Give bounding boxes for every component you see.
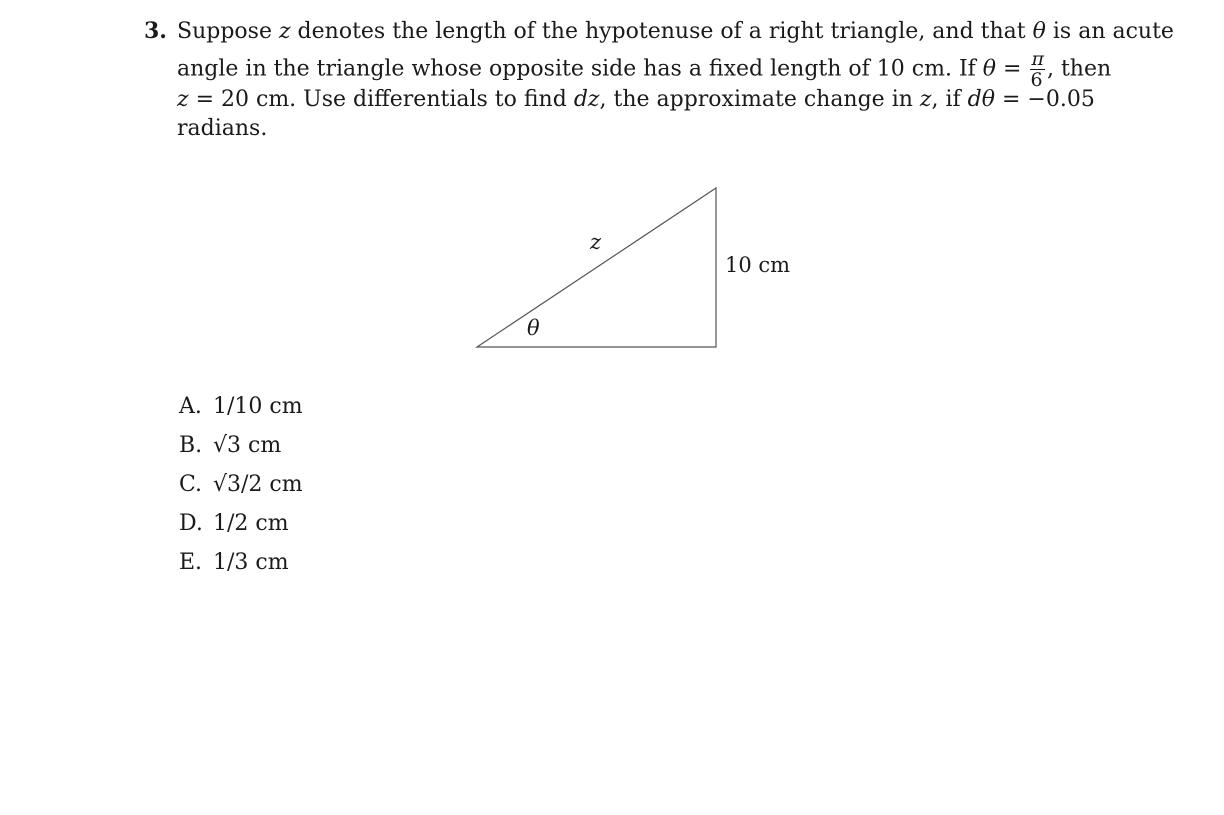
choice-letter: B. bbox=[179, 433, 203, 458]
text: , then bbox=[1046, 56, 1112, 82]
question-number: 3. bbox=[144, 18, 167, 44]
var-theta: θ bbox=[982, 56, 997, 82]
triangle-shape bbox=[477, 188, 716, 347]
question-text-line-1 bbox=[177, 18, 1174, 46]
choice-text: 1/2 cm bbox=[213, 511, 289, 536]
fraction-pi-over-6 bbox=[1030, 50, 1045, 89]
equals: = bbox=[996, 56, 1029, 82]
right-triangle-figure bbox=[470, 180, 800, 360]
question-text-line-4: radians. bbox=[177, 116, 268, 141]
var-z: z bbox=[278, 19, 291, 44]
choice-a[interactable] bbox=[179, 393, 303, 432]
choice-letter: D. bbox=[179, 511, 203, 536]
var-dz: dz bbox=[573, 87, 600, 112]
text: Suppose bbox=[177, 19, 279, 44]
text: angle in the triangle whose opposite side has a fixed length of 10 cm. If bbox=[177, 56, 983, 82]
question-text-line-2 bbox=[177, 48, 1112, 91]
question-text-line-3 bbox=[177, 86, 1095, 114]
text: , if bbox=[931, 87, 968, 112]
var-z: z bbox=[177, 87, 189, 112]
text: = −0.05 bbox=[995, 87, 1095, 112]
choice-d[interactable] bbox=[179, 510, 303, 549]
choice-letter: E. bbox=[179, 550, 203, 575]
choice-text: 1/3 cm bbox=[213, 550, 289, 575]
choice-text: √3/2 cm bbox=[213, 472, 303, 497]
opposite-side-label: 10 cm bbox=[725, 253, 791, 277]
text: , the approximate change in bbox=[599, 87, 920, 112]
angle-label: θ bbox=[527, 316, 540, 340]
choice-letter: C. bbox=[179, 472, 203, 497]
choice-text: 1/10 cm bbox=[213, 394, 303, 419]
choice-b[interactable] bbox=[179, 432, 303, 471]
var-z: z bbox=[919, 87, 932, 112]
var-theta: θ bbox=[1032, 19, 1046, 44]
text: denotes the length of the hypotenuse of a right triangle, and that bbox=[290, 19, 1033, 44]
var-dtheta: dθ bbox=[967, 87, 995, 112]
fraction-numerator: π bbox=[1031, 48, 1044, 70]
hypotenuse-label: z bbox=[590, 230, 602, 254]
choice-letter: A. bbox=[179, 394, 202, 419]
text: is an acute bbox=[1045, 19, 1174, 44]
choice-c[interactable] bbox=[179, 471, 303, 510]
choice-text: √3 cm bbox=[213, 433, 282, 458]
fraction-denominator: 6 bbox=[1030, 69, 1043, 91]
answer-choices bbox=[179, 393, 303, 588]
text: = 20 cm. Use differentials to find bbox=[188, 87, 574, 112]
choice-e[interactable] bbox=[179, 549, 303, 588]
